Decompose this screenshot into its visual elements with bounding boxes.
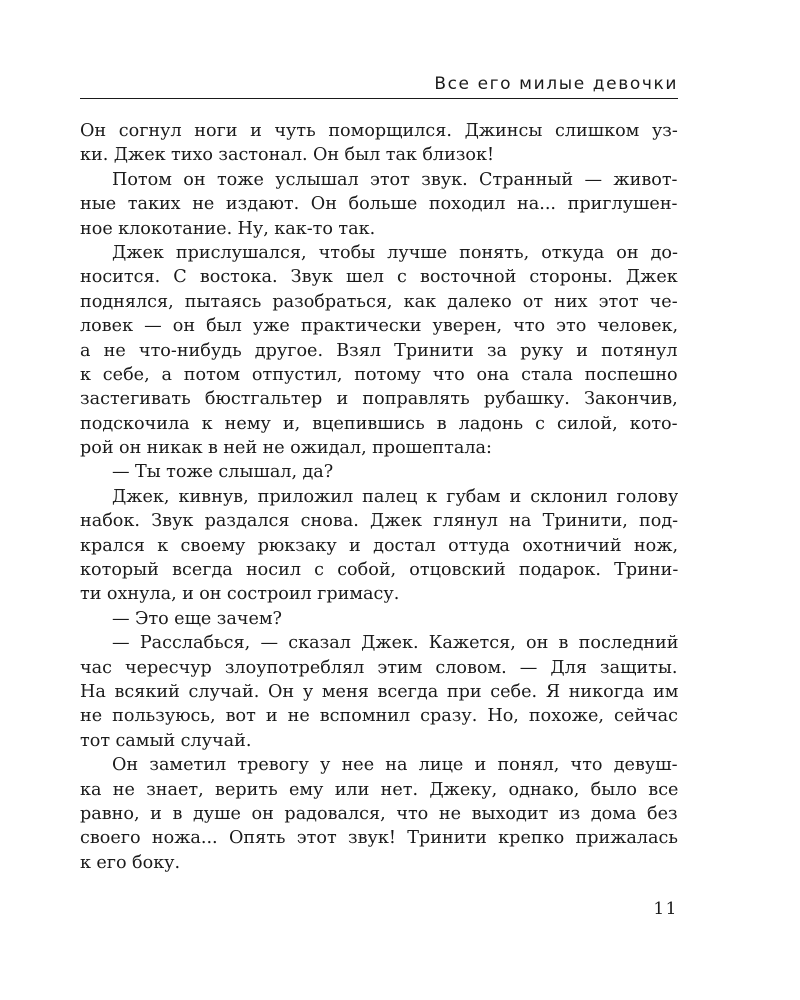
text-line: Джек, кивнув, приложил палец к губам и склонил голову xyxy=(112,486,678,507)
text-line: застегивать бюстгальтер и поправлять рубашку. Закончив, xyxy=(80,389,678,410)
text-line: На всякий случай. Он у меня всегда при себе. Я никогда им xyxy=(80,681,678,702)
text-line: ка не знает, верить ему или нет. Джеку, однако, было все xyxy=(80,779,678,800)
header-rule xyxy=(80,98,678,99)
text-line: — Ты тоже слышал, да? xyxy=(112,462,334,483)
text-line: крался к своему рюкзаку и достал оттуда охотничий нож, xyxy=(80,535,678,556)
text-line: час чересчур злоупотреблял этим словом. — Для защиты. xyxy=(80,657,678,678)
text-line: к себе, а потом отпустил, потому что она стала поспешно xyxy=(80,364,678,385)
text-line: своего ножа... Опять этот звук! Тринити крепко прижалась xyxy=(80,828,678,849)
text-line: ловек — он был уже практически уверен, что это человек, xyxy=(80,316,678,337)
text-line: носится. С востока. Звук шел с восточной стороны. Джек xyxy=(80,267,678,288)
text-line: рой он никак в ней не ожидал, прошептала: xyxy=(80,438,492,459)
text-line: а не что-нибудь другое. Взял Тринити за руку и потянул xyxy=(80,340,678,361)
text-line: — Это еще зачем? xyxy=(112,608,282,629)
text-line: ти охнула, и он состроил гримасу. xyxy=(80,584,400,605)
text-line: подскочила к нему и, вцепившись в ладонь с силой, кото- xyxy=(80,413,678,434)
text-line: Джек прислушался, чтобы лучше понять, откуда он до- xyxy=(112,242,678,263)
text-line: поднялся, пытаясь разобраться, как далеко от них этот че- xyxy=(80,291,678,312)
text-line: Он согнул ноги и чуть поморщился. Джинсы слишком уз- xyxy=(80,121,678,141)
text-line: ные таких не издают. Он больше походил на... приглушен- xyxy=(80,194,678,215)
text-line: ки. Джек тихо застонал. Он был так близок! xyxy=(80,145,495,166)
text-line: который всегда носил с собой, отцовский подарок. Трини- xyxy=(80,560,678,581)
text-line: тот самый случай. xyxy=(80,730,252,751)
text-line: набок. Звук раздался снова. Джек глянул на Тринити, под- xyxy=(80,511,678,532)
body-text xyxy=(80,119,678,875)
text-line: — Расслабься, — сказал Джек. Кажется, он в последний xyxy=(112,633,678,654)
page-number: 11 xyxy=(653,899,678,919)
text-line: Он заметил тревогу у нее на лице и понял, что девуш- xyxy=(112,755,678,776)
text-line: ное клокотание. Ну, как-то так. xyxy=(80,218,376,239)
text-line: к его боку. xyxy=(80,852,181,873)
text-line: равно, и в душе он радовался, что не выходит из дома без xyxy=(80,803,678,824)
text-line: не пользуюсь, вот и не вспомнил сразу. Но, похоже, сейчас xyxy=(80,706,678,727)
text-line: Потом он тоже услышал этот звук. Странный — живот- xyxy=(112,169,678,190)
running-head: Все его милые девочки xyxy=(434,74,678,94)
